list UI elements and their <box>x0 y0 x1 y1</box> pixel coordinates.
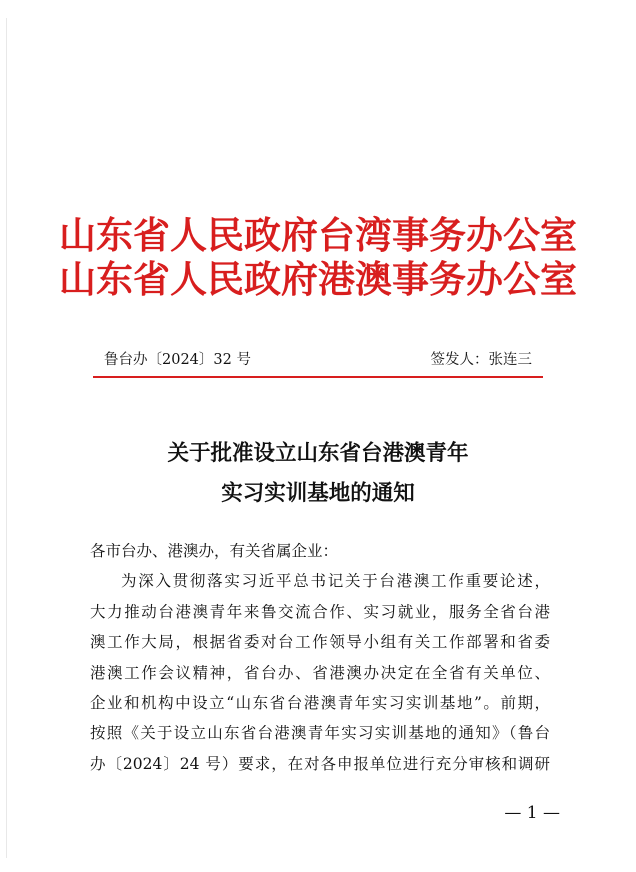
body-line: 澳工作大局，根据省委对台工作领导小组有关工作部署和省委 <box>90 633 550 652</box>
org-name-line-1: 山东省人民政府台湾事务办公室 <box>59 213 577 257</box>
body-line: 大力推动台港澳青年来鲁交流合作、实习就业，服务全省台港 <box>90 602 550 621</box>
org-name-line-2: 山东省人民政府港澳事务办公室 <box>59 257 577 301</box>
body-line: 企业和机构中设立“山东省台港澳青年实习实训基地”。前期， <box>90 693 550 712</box>
document-body <box>90 536 550 779</box>
salutation: 各市台办、港澳办，有关省属企业： <box>90 542 339 560</box>
body-line: 为深入贯彻落实习近平总书记关于台港澳工作重要论述， <box>121 572 550 591</box>
title-line-2: 实习实训基地的通知 <box>221 481 415 506</box>
document-meta-line <box>104 349 532 371</box>
page-number: — 1 — <box>504 803 560 823</box>
document-number: 鲁台办〔2024〕32 号 <box>104 352 251 368</box>
body-line: 办〔2024〕24 号）要求，在对各申报单位进行充分审核和调研 <box>90 754 550 773</box>
red-separator-rule <box>93 376 543 378</box>
body-line: 港澳工作会议精神，省台办、省港澳办决定在全省有关单位、 <box>90 663 550 682</box>
document-title <box>0 434 636 514</box>
title-line-1: 关于批准设立山东省台港澳青年 <box>167 441 469 466</box>
body-line: 按照《关于设立山东省台港澳青年实习实训基地的通知》（鲁台 <box>90 724 550 743</box>
issuing-organization-header <box>0 213 636 301</box>
signer: 签发人：张连三 <box>430 352 532 368</box>
